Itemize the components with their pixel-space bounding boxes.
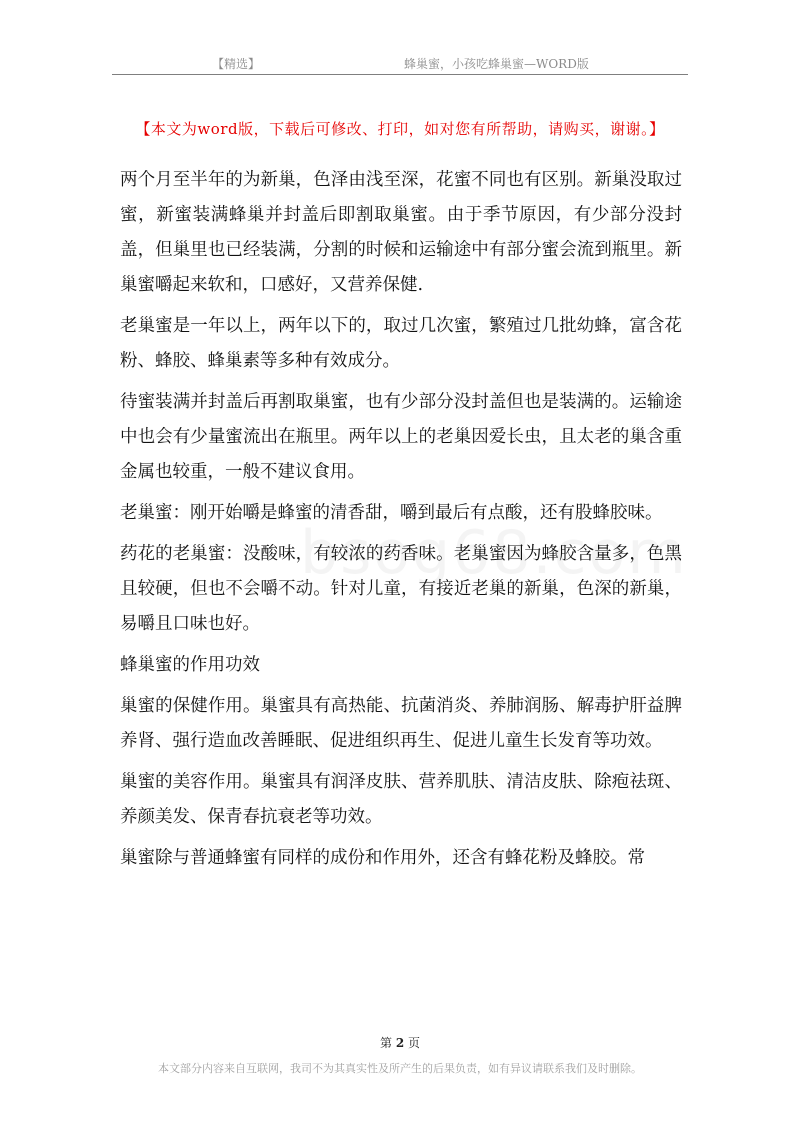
footer-disclaimer: 本文部分内容来自互联网，我司不为其真实性及所产生的后果负责，如有异议请联系我们及时删除。	[158, 1062, 642, 1075]
page-suffix: 页	[408, 1036, 421, 1050]
paragraph: 待蜜装满并封盖后再割取巢蜜，也有少部分没封盖但也是装满的。运输途中也会有少量蜜流出在瓶里。两年以上的老巢因爱长虫，且太老的巢含重金属也较重，一般不建议食用。	[120, 392, 682, 482]
page-prefix: 第	[379, 1036, 392, 1050]
page-header	[112, 52, 688, 75]
page-number-value: 2	[395, 1036, 405, 1050]
document-body	[120, 163, 682, 882]
paragraph: 两个月至半年的为新巢，色泽由浅至深，花蜜不同也有区别。新巢没取过蜜，新蜜装满蜂巢并封盖后即割取巢蜜。由于季节原因，有少部分没封盖，但巢里也已经装满，分割的时候和运输途中有部分蜜会流到瓶里。新巢蜜嚼起来软和，口感好，又营养保健.	[120, 170, 682, 295]
paragraph: 巢蜜的美容作用。巢蜜具有润泽皮肤、营养肌肤、清洁皮肤、除疱祛斑、养颜美发、保青春抗衰老等功效。	[120, 772, 682, 827]
paragraph: 药花的老巢蜜：没酸味，有较浓的药香味。老巢蜜因为蜂胶含量多，色黑且较硬，但也不会嚼不动。针对儿童，有接近老巢的新巢，色深的新巢，易嚼且口味也好。	[120, 544, 682, 634]
paragraph: 巢蜜除与普通蜂蜜有同样的成份和作用外，还含有蜂花粉及蜂胶。常	[120, 848, 645, 868]
section-heading: 蜂巢蜜的作用功效	[120, 655, 260, 675]
paragraph: 老巢蜜：刚开始嚼是蜂蜜的清香甜，嚼到最后有点酸，还有股蜂胶味。	[120, 503, 663, 523]
header-tag: 【精选】	[212, 57, 261, 71]
page-number	[0, 1034, 800, 1051]
header-title: 蜂巢蜜，小孩吃蜂巢蜜—WORD版	[404, 57, 589, 71]
download-notice: 【本文为word版，下载后可修改、打印，如对您有所帮助，请购买，谢谢。】	[135, 120, 665, 138]
paragraph: 巢蜜的保健作用。巢蜜具有高热能、抗菌消炎、养肺润肠、解毒护肝益脾养肾、强行造血改善睡眠、促进组织再生、促进儿童生长发育等功效。	[120, 696, 682, 751]
paragraph: 老巢蜜是一年以上，两年以下的，取过几次蜜，繁殖过几批幼蜂，富含花粉、蜂胶、蜂巢素等多种有效成分。	[120, 316, 682, 371]
